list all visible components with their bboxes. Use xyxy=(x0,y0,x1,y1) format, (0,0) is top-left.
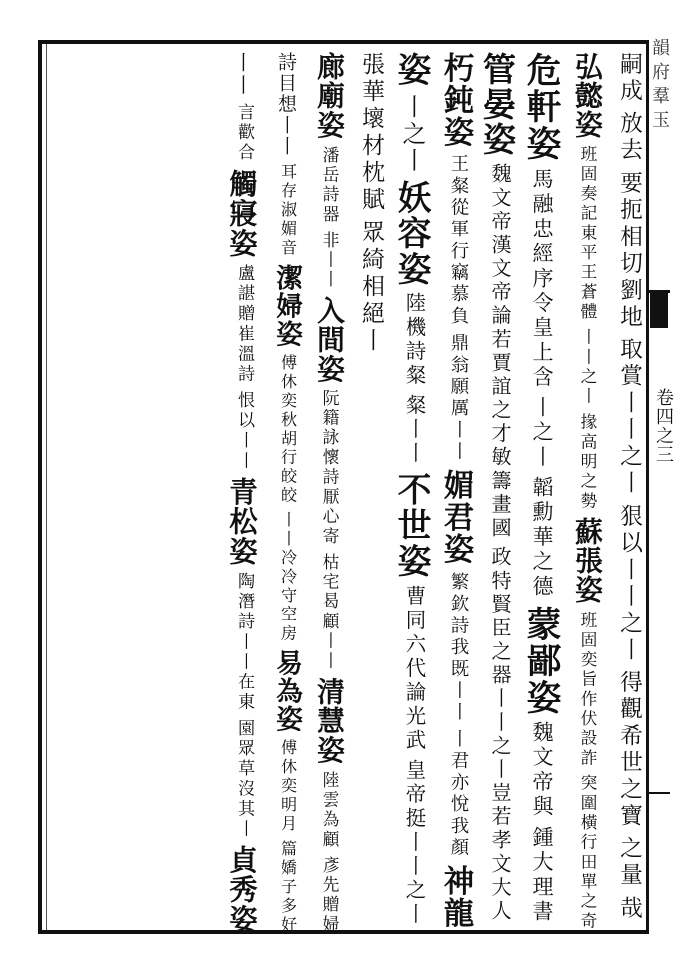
entry-heading: 青松姿 xyxy=(225,476,259,567)
entry-text: 詩目想丨丨 xyxy=(275,52,297,158)
text-column-6 xyxy=(384,52,432,932)
entry-text: 丨丨之丨 xyxy=(578,328,598,408)
entry-heading: 蘇張姿 xyxy=(570,517,603,605)
entry-text: 要扼相切劉地 xyxy=(616,170,642,332)
entry-heading: 清慧姿 xyxy=(312,677,345,766)
entry-text: 言歡合 xyxy=(234,102,254,163)
entry-text: 丨之丨 xyxy=(398,93,426,174)
entry-heading: 不世姿 xyxy=(392,472,432,579)
entry-heading: 入間姿 xyxy=(312,295,345,384)
entry-text: 王粲從軍行竊慕負 xyxy=(448,154,469,328)
entry-text: 篇嬌子多好 xyxy=(278,839,297,935)
entry-text: 魏文帝漢文帝論若賈誼之才敏籌畫國 xyxy=(488,162,512,541)
entry-text: 馬融忠經序令皇上含 xyxy=(530,167,555,391)
entry-text: 韜勳華之德 xyxy=(530,476,555,600)
entry-text: 皇帝挺丨丨之丨 xyxy=(402,758,426,927)
right-border xyxy=(646,40,649,934)
entry-text: 陶潛詩丨丨在東 xyxy=(234,572,254,713)
entry-text: 陸雲為顧 xyxy=(320,771,340,850)
entry-heading: 易為姿 xyxy=(271,649,302,734)
entry-text: 班固奏記東平王蒼體 xyxy=(578,145,598,323)
entry-text: 放去 xyxy=(616,111,642,165)
margin-volume-label: 卷四之三 xyxy=(653,388,674,464)
entry-heading: 廊廟姿 xyxy=(312,52,345,140)
entry-text: 嗣成 xyxy=(616,52,642,106)
entry-text: 眾綺相絕丨 xyxy=(358,220,384,355)
text-column-8 xyxy=(298,52,345,935)
entry-text: 非丨丨 xyxy=(320,230,340,290)
margin-rule-lower xyxy=(648,792,670,794)
entry-heading: 危軒姿 xyxy=(520,52,561,162)
entry-heading: 媚君姿 xyxy=(438,469,474,566)
margin-title-fragment: 韻府羣玉 xyxy=(649,38,670,134)
margin-fish-tail xyxy=(650,292,668,328)
entry-text: 繁欽詩我既丨丨 xyxy=(448,571,469,724)
entry-text: 丨之丨 xyxy=(530,396,555,471)
entry-heading: 管晏姿 xyxy=(478,52,517,157)
entry-text: 陸機詩粲 xyxy=(402,292,426,389)
entry-text: 班固奕旨作伏設詐 xyxy=(578,610,598,769)
text-column-4 xyxy=(470,52,517,932)
entry-text: 之量 xyxy=(616,836,642,890)
entry-text: 鍾大理書 xyxy=(530,826,555,926)
entry-text: 潘岳詩器 xyxy=(320,145,340,225)
entry-text: 哉 xyxy=(616,895,642,923)
entry-text: 政特賢臣之器丨丨之丨豈若孝文大人 xyxy=(488,546,512,924)
entry-text: 狠以丨丨之丨 xyxy=(616,503,642,664)
inner-left-border xyxy=(46,44,47,930)
entry-heading: 神龍 xyxy=(438,864,474,930)
entry-text: 枯宅曷顧丨丨 xyxy=(320,553,340,672)
entry-text: 鼎翁願厲丨丨 xyxy=(448,333,469,464)
entry-heading: 觸寢姿 xyxy=(225,168,259,259)
entry-heading: 弘懿姿 xyxy=(570,52,603,140)
entry-text: 盧諶贈崔溫詩 xyxy=(234,264,254,385)
entry-text: 彥先贈婦 xyxy=(320,856,340,935)
entry-heading: 貞秀姿 xyxy=(225,845,259,935)
text-column-10 xyxy=(212,52,259,935)
entry-text: 突圍橫行田單之奇 xyxy=(578,774,598,932)
entry-text: 園眾草沒其丨 xyxy=(234,718,254,840)
top-border xyxy=(38,40,648,44)
entry-text: 粲丨丨 xyxy=(402,394,426,467)
entry-text: 掾高明之勢 xyxy=(578,413,598,512)
entry-heading: 蒙鄙姿 xyxy=(520,605,561,716)
entry-heading: 朽鈍姿 xyxy=(438,52,474,149)
text-column-5 xyxy=(427,52,474,932)
text-column-2 xyxy=(556,52,603,932)
entry-text: 得觀希世之寶 xyxy=(616,669,642,831)
entry-text: 阮籍詠懷詩厭心寄 xyxy=(320,389,340,548)
entry-heading: 姿 xyxy=(392,52,432,88)
entry-text: 恨以丨丨 xyxy=(234,390,254,471)
text-column-1 xyxy=(600,52,640,932)
entry-heading: 潔婦姿 xyxy=(271,263,302,348)
text-column-9 xyxy=(255,52,302,935)
entry-heading: 妖容姿 xyxy=(392,179,432,287)
text-column-3 xyxy=(513,52,561,932)
entry-text: 丨丨 xyxy=(230,52,254,97)
entry-text: 取賞丨丨之丨 xyxy=(616,337,642,498)
text-column-7 xyxy=(342,52,382,932)
entry-text: 丨丨冷冷守空房 xyxy=(278,510,297,644)
entry-text: 傅休奕明月 xyxy=(278,739,297,834)
left-border xyxy=(38,40,42,934)
entry-text: 魏文帝與 xyxy=(530,721,555,821)
entry-text: 張華壞材枕賦 xyxy=(358,52,384,214)
entry-text: 丨君亦悅我顏 xyxy=(448,729,469,859)
entry-text: 曹同六代論光武 xyxy=(402,584,426,753)
entry-text: 耳存淑媚音 xyxy=(278,163,297,258)
entry-text: 傅休奕秋胡行皎皎 xyxy=(278,353,297,505)
